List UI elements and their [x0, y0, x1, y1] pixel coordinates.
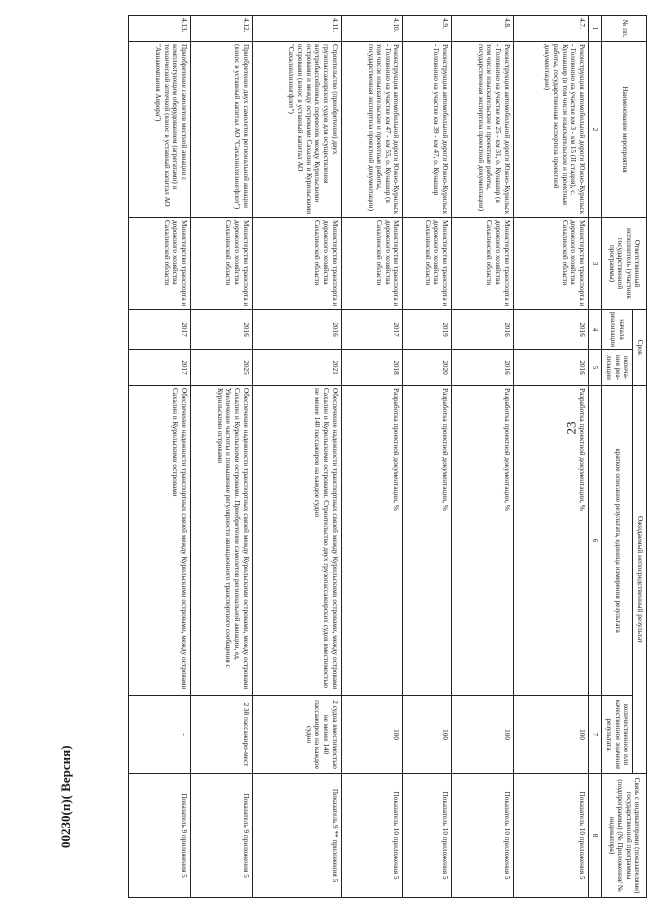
row-number: 4.12.	[190, 16, 252, 42]
row-executor: Министерство транспорта и дорожного хозяйства Сахалинской области	[451, 218, 513, 310]
row-start: 2016	[513, 310, 588, 350]
row-number: 4.10.	[341, 16, 403, 42]
row-result-value: 2 38 пассажиро-мест	[190, 696, 252, 774]
table-row	[513, 16, 588, 898]
header-no: № пп.	[602, 16, 647, 42]
table-row	[403, 16, 451, 898]
row-result-value: -	[129, 696, 191, 774]
table-row	[451, 16, 513, 898]
row-number: 4.9.	[403, 16, 451, 42]
column-number: 4	[589, 310, 602, 350]
rotated-table-wrapper	[128, 15, 647, 897]
row-result-value: 100	[513, 696, 588, 774]
row-executor: Министерство транспорта и дорожного хозяйства Сахалинской области	[252, 218, 341, 310]
row-result-desc: Разработка проектной документации, %	[403, 386, 451, 696]
row-executor: Министерство транспорта и дорожного хозяйства Сахалинской области	[129, 218, 191, 310]
header-result-desc: краткое описание результата, единица измерения результата	[602, 386, 633, 696]
header-term: Срок	[633, 310, 647, 386]
column-number: 7	[589, 696, 602, 774]
row-name: Приобретение самолетов местной авиации с комплектующим оборудованием (агрегатами) и технической аптечкой (взнос в уставный капитал АО "Авиакомпания Аврора")	[129, 42, 191, 218]
row-result-desc: Обеспечение надежности транспортных связей между Курильскими островами, между островами Сахалин и Курильскими островами. Строительство двух грузопассажирских судов вместимостью не менее 140 пассажиров на каждое судно	[252, 386, 341, 696]
header-result-value: количественное или качественное значение результата	[602, 696, 633, 774]
row-result-desc: Обеспечение надежности транспортных связей между Курильскими островами, между островами Сахалин и Курильскими островами	[129, 386, 191, 696]
row-name: Реконструкция автомобильной дороги Южно-Курильск - Головнино на участке км 47 - км 55, о. Кунашир (в том числе изыскательские и проектные работы, государственная экспертиза проектной документации)	[341, 42, 403, 218]
header-executor: Ответственный исполнитель (участник государственной программы)	[602, 218, 647, 310]
row-link: Показатель 10 приложения 5	[403, 774, 451, 898]
row-number: 4.7.	[513, 16, 588, 42]
row-end: 2021	[252, 350, 341, 386]
row-result-desc: Обеспечение надежности транспортных связей между Курильскими островами, между островами Сахалин и Курильскими островами. Приобретение самолетов региональной авиации, ед. Увеличение частоты и повышение регулярности авиационного транспортного сообщения с Курильскими островами	[190, 386, 252, 696]
row-end: 2025	[190, 350, 252, 386]
row-result-desc: Разработка проектной документации, %	[451, 386, 513, 696]
row-result-desc: Разработка проектной документации, %	[513, 386, 588, 696]
row-executor: Министерство транспорта и дорожного хозяйства Сахалинской области	[190, 218, 252, 310]
row-name: Реконструкция автомобильной дороги Южно-Курильск - Головнино на участке км 25 - км 31, о. Кунашир (в том числе изыскательские и проектные работы, государственная экспертиза проектной документации)	[451, 42, 513, 218]
header-name: Наименование мероприятия	[602, 42, 647, 218]
table-row	[129, 16, 191, 898]
row-end: 2017	[129, 350, 191, 386]
row-name: Реконструкция автомобильной дороги Южно-Курильск - Головнино на участке км 39 - км 47, о. Кунашир	[403, 42, 451, 218]
row-end: 2016	[451, 350, 513, 386]
column-number: 8	[589, 774, 602, 898]
row-result-value: 100	[403, 696, 451, 774]
row-number: 4.13.	[129, 16, 191, 42]
row-link: Показатель 10 приложения 5	[451, 774, 513, 898]
row-link: Показатель 10 приложения 5	[341, 774, 403, 898]
row-start: 2019	[403, 310, 451, 350]
row-result-value: 2 судна вместимостью не менее 140 пассажиров на каждое судно	[252, 696, 341, 774]
column-number: 2	[589, 42, 602, 218]
column-number: 3	[589, 218, 602, 310]
row-name: Реконструкция автомобильной дороги Южно-Курильск - Головнино на участке км 3 - км 15 (II стадия), с. Куннашир (в том числе изыскательские и проектные работы, государственная экспертиза проектной документации)	[513, 42, 588, 218]
row-number: 4.8.	[451, 16, 513, 42]
page-number: 23	[563, 421, 579, 435]
row-name: Приобретение двух самолетов региональной авиации (взнос в уставный капитал АО "Сахалинлизингфлот")	[190, 42, 252, 218]
row-start: 2016	[190, 310, 252, 350]
row-start: 2017	[129, 310, 191, 350]
row-link: Показатель 10 приложения 5	[513, 774, 588, 898]
header-link: Связь с индикаторами (показателями) государственной программы (подпрограммы) (№ Приложения/ № индикатора)	[602, 774, 647, 898]
row-start: 2017	[341, 310, 403, 350]
row-executor: Министерство транспорта и дорожного хозяйства Сахалинской области	[341, 218, 403, 310]
row-number: 4.11.	[252, 16, 341, 42]
column-number: 1	[589, 16, 602, 42]
table-row	[341, 16, 403, 898]
row-end: 2016	[513, 350, 588, 386]
row-result-desc: Разработка проектной документации, %	[341, 386, 403, 696]
document-footer: 00230(п)( Версия)	[58, 745, 73, 848]
row-start: 2016	[451, 310, 513, 350]
row-start: 2016	[252, 310, 341, 350]
header-end: оконча- ния реа- лизации	[602, 350, 633, 386]
row-executor: Министерство транспорта и дорожного хозяйства Сахалинской области	[513, 218, 588, 310]
header-result: Ожидаемый непосредственный результат	[633, 386, 647, 774]
table-row	[252, 16, 341, 898]
row-link: Показатель 9 ** приложения 5	[252, 774, 341, 898]
row-end: 2020	[403, 350, 451, 386]
row-result-value: 100	[451, 696, 513, 774]
row-link: Показатель 9 приложения 5	[190, 774, 252, 898]
row-result-value: 100	[341, 696, 403, 774]
table-row	[190, 16, 252, 898]
column-number: 6	[589, 386, 602, 696]
row-link: Показатель 9 приложения 5	[129, 774, 191, 898]
row-end: 2018	[341, 350, 403, 386]
measures-table	[128, 15, 647, 898]
header-start: начала реализации	[602, 310, 633, 350]
row-name: Строительство (приобретение) двух грузопассажирских судов для осуществления внутрибассейновых перевозок между Курильскими островами и между островами Сахалин и Курильскими островами (взнос в уставный капитал АО "Сахалинлизингфлот")	[252, 42, 341, 218]
row-executor: Министерство транспорта и дорожного хозяйства Сахалинской области	[403, 218, 451, 310]
column-number: 5	[589, 350, 602, 386]
